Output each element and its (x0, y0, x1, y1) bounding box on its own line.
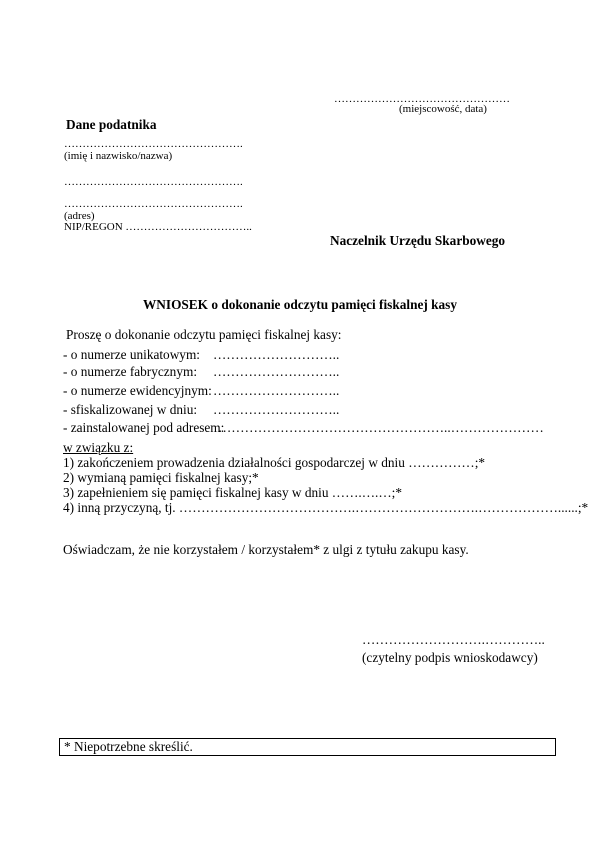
taxpayer-title: Dane podatnika (66, 117, 157, 132)
field-registry-number-dots[interactable]: ……………………….. (213, 383, 340, 398)
place-date-label: (miejscowość, data) (399, 103, 487, 115)
field-registry-number-label: - o numerze ewidencyjnym: (63, 383, 212, 398)
reason-item-1[interactable]: 1) zakończeniem prowadzenia działalności gospodarczej w dniu ……………;* (63, 455, 486, 470)
taxpayer-address-dots-2[interactable]: …………………………………………. (64, 198, 243, 210)
field-unique-number-label: - o numerze unikatowym: (63, 347, 200, 362)
document-title: WNIOSEK o dokonanie odczytu pamięci fiskalnej kasy (143, 297, 457, 312)
reason-item-4[interactable]: 4) inną przyczyną, tj. ………………………………….……………………….………………......;* (63, 500, 589, 515)
recipient-office: Naczelnik Urzędu Skarbowego (330, 233, 506, 248)
taxpayer-address-label: (adres) (64, 210, 95, 222)
footnote-text: * Niepotrzebne skreślić. (64, 739, 193, 754)
field-unique-number-dots[interactable]: ……………………….. (213, 347, 340, 362)
taxpayer-address-dots-1[interactable]: …………………………………………. (64, 176, 243, 188)
place-date-dots[interactable]: ………………………………………… (334, 93, 510, 105)
signature-label: (czytelny podpis wnioskodawcy) (362, 650, 538, 665)
field-factory-number-label: - o numerze fabrycznym: (63, 364, 198, 379)
reason-item-2[interactable]: 2) wymianą pamięci fiskalnej kasy;* (63, 470, 259, 485)
signature-dots[interactable]: ……………………….………….. (362, 632, 545, 647)
field-fiscalized-date-dots[interactable]: ……………………….. (213, 402, 340, 417)
nip-label: NIP/REGON (64, 221, 123, 233)
taxpayer-name-label: (imię i nazwisko/nazwa) (64, 150, 173, 162)
nip-dots[interactable]: …………………………….. (125, 221, 252, 233)
taxpayer-name-dots[interactable]: …………………………………………. (64, 138, 243, 150)
field-factory-number-dots[interactable]: ……………………….. (213, 364, 340, 379)
reason-item-3[interactable]: 3) zapełnieniem się pamięci fiskalnej kasy w dniu …….….…;* (63, 485, 402, 500)
request-intro: Proszę o dokonanie odczytu pamięci fiskalnej kasy: (66, 327, 342, 342)
reason-header: w związku z: (63, 440, 134, 455)
field-installation-address-dots[interactable]: ……………………………………………..………………… (218, 420, 544, 435)
relief-statement: Oświadczam, że nie korzystałem / korzystałem* z ulgi z tytułu zakupu kasy. (63, 542, 469, 557)
nip-row (64, 221, 252, 233)
footnote-box (59, 738, 556, 756)
field-installation-address-label: - zainstalowanej pod adresem: (63, 420, 225, 435)
field-fiscalized-date-label: - sfiskalizowanej w dniu: (63, 402, 198, 417)
